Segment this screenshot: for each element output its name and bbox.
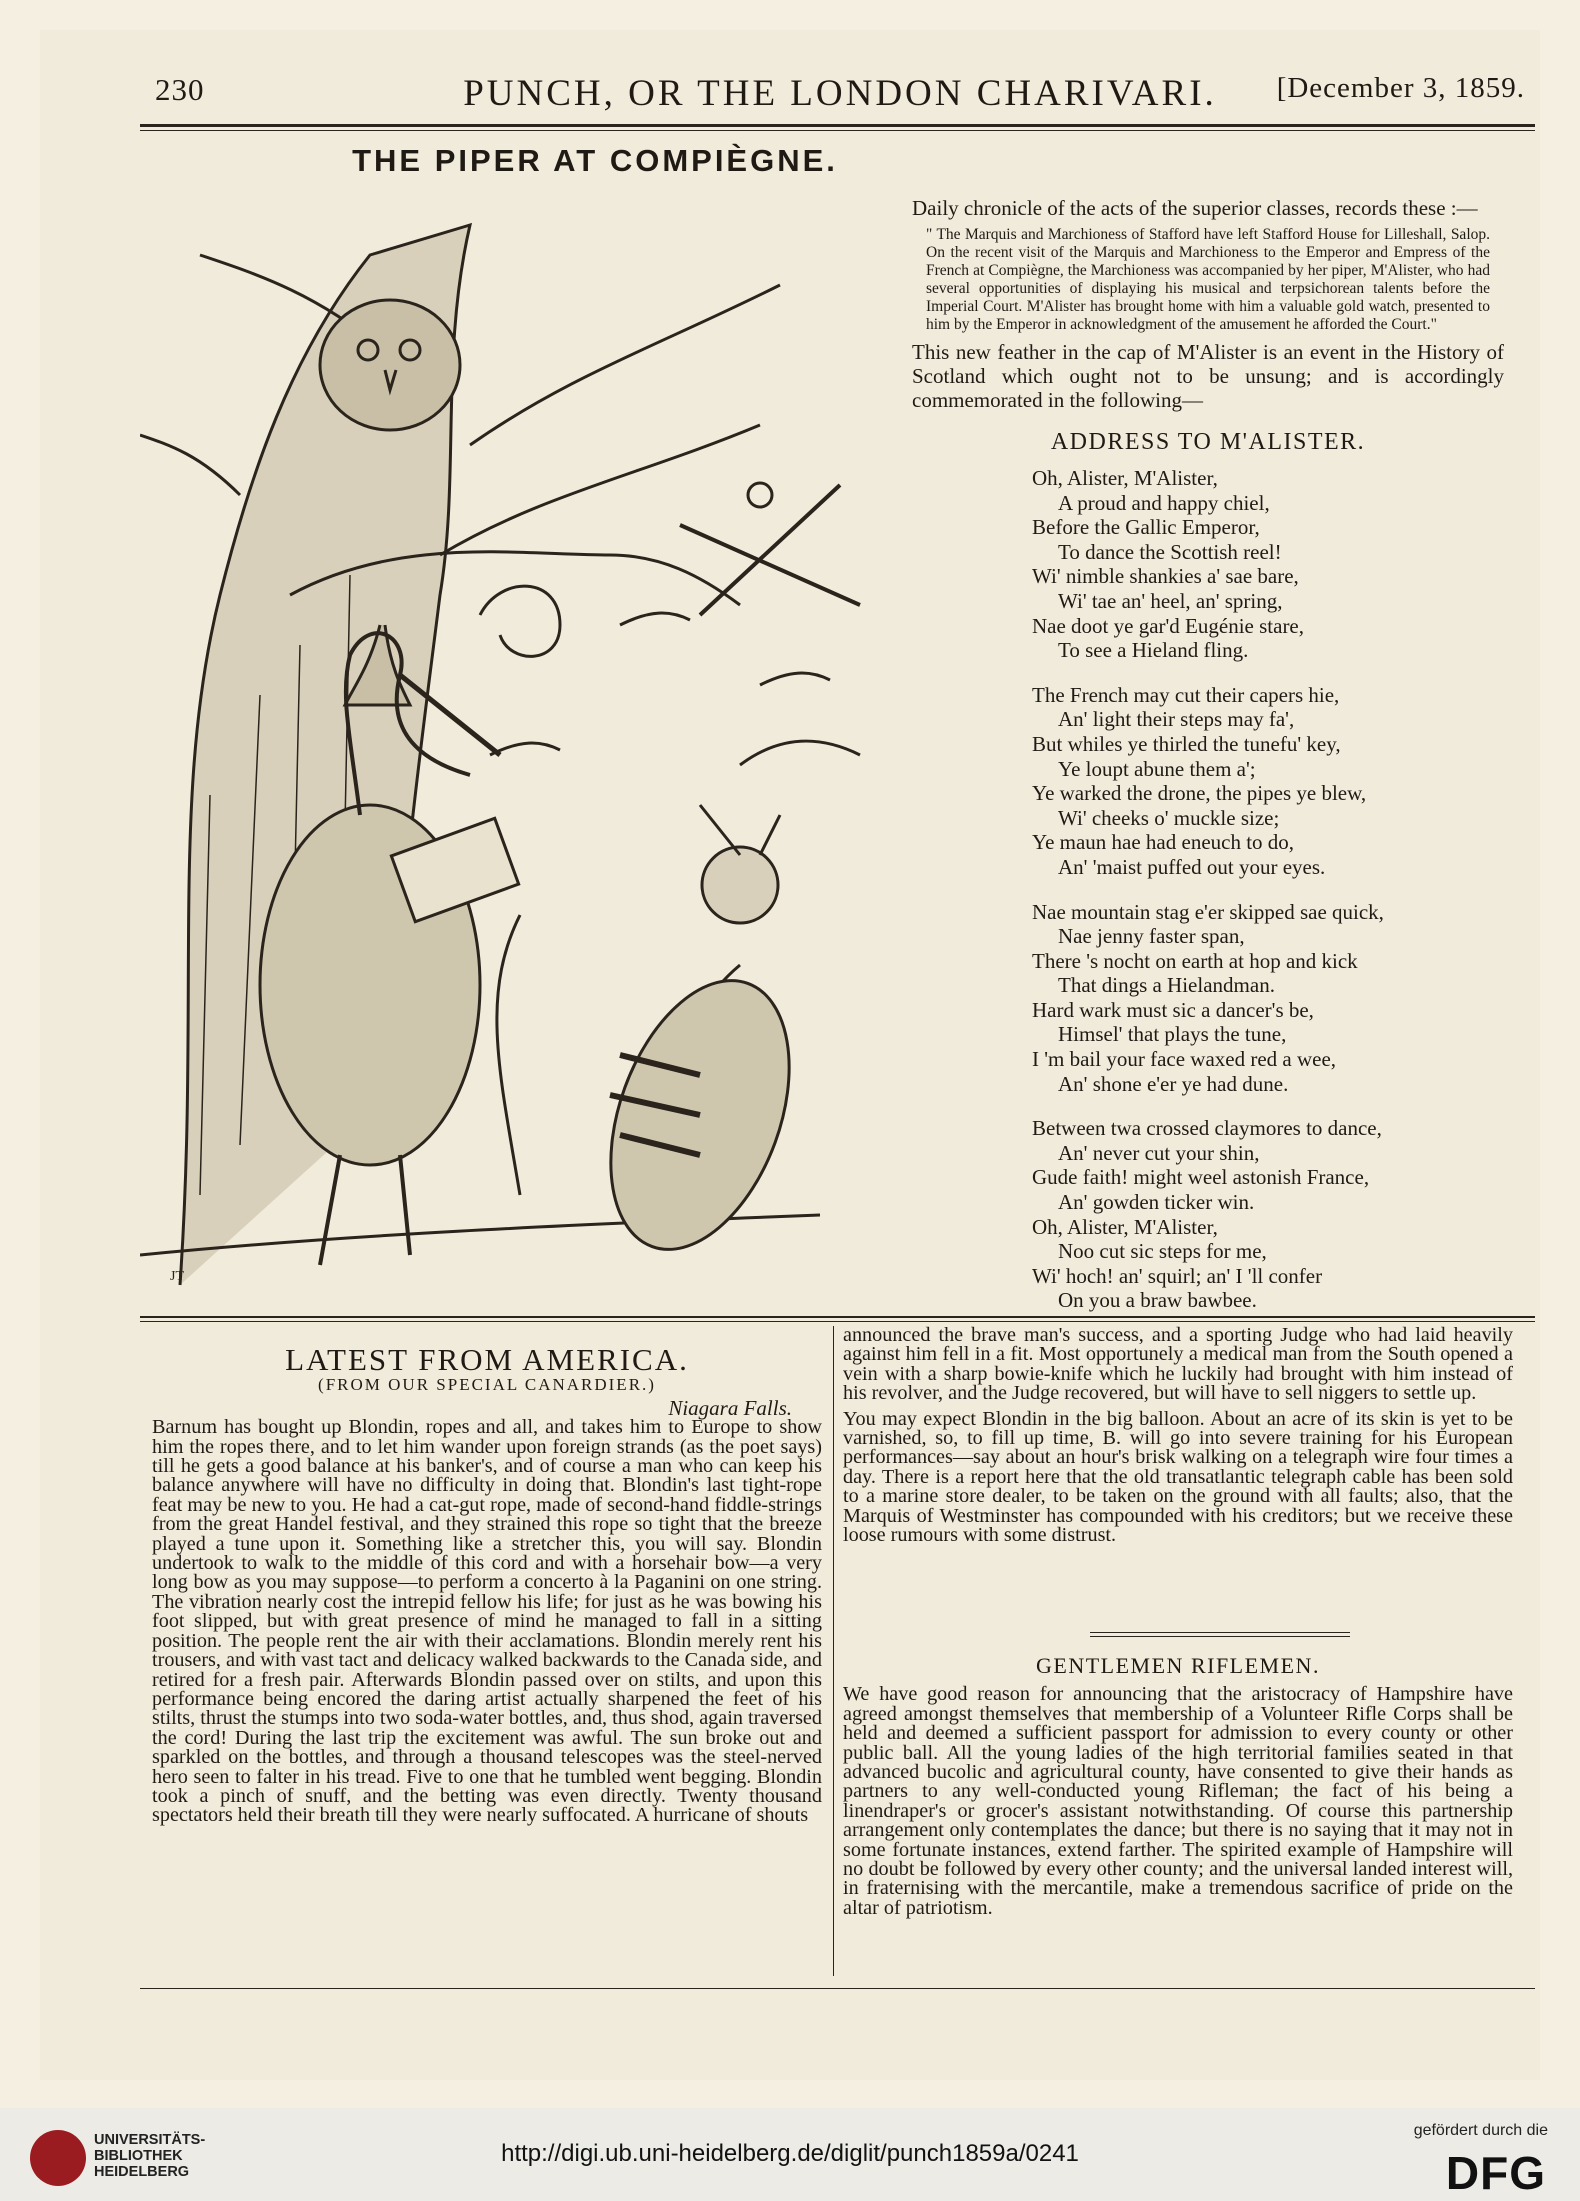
library-name: UNIVERSITÄTS- BIBLIOTHEK HEIDELBERG <box>94 2132 206 2180</box>
riflemen-body: We have good reason for announcing that the aristocracy of Hampshire have agreed amongst themselves that membership of a Volunteer Rifle Corps shall be held and deemed a sufficient passport for admission to every county or other public ball. All the young ladies of the high territorial families seated in that advanced bucolic and agricultural county, have consented to give their hands as partners to any well-conducted young Rifleman; the fact of his being a linendraper's or grocer's assistant notwithstanding. Of course this partnership arrangement only contemplates the dance; but there is no saying that it may not in some fortunate instances, extend farther. The spirited example of Hampshire will no doubt be followed by every other county; and the universal landed interest will, in fraternising with the mercantile, make a tremendous sacrifice of pride on the altar of patriotism. <box>843 1683 1513 1919</box>
poem-title: ADDRESS TO M'ALISTER. <box>1050 429 1366 455</box>
short-rule-2 <box>1090 1636 1350 1637</box>
piper-article <box>912 196 1504 1333</box>
america-continued-p1: announced the brave man's success, and a sporting Judge who had laid heavily against him fell in a fit. Most opportunely a medical man from the South opened a vein with a sharp bowie-knife which he luckily had brought with him instead of his revolver, and the Judge recovered, but will have to sell niggers to settle up. <box>843 1324 1513 1405</box>
riflemen-article <box>843 1652 1513 1924</box>
riflemen-title: GENTLEMEN RIFLEMEN. <box>1036 1653 1320 1678</box>
newspaper-quote: " The Marquis and Marchioness of Stafford have left Stafford House for Lilleshall, Salop. On the recent visit of the Marquis and Marchioness to the Emperor and Empress of the French at Compiègne, the Marchioness was accompanied by her piper, M'Alister, who had several opportunities of displaying his musical and terpsichorean talents before the Imperial Court. M'Alister has brought home with him a valuable gold watch, presented to him by the Emperor in acknowledgment of the amusement he afforded the Court." <box>926 226 1490 333</box>
america-title: LATEST FROM AMERICA. <box>285 1342 689 1377</box>
short-rule <box>1090 1632 1350 1633</box>
digitization-footer <box>0 2108 1580 2201</box>
funding-note: gefördert durch die <box>1413 2122 1548 2139</box>
stanza-2: The French may cut their capers hie, An' light their steps may fa', But whiles ye thirled the tunefu' key, Ye loupt abune them a'; Ye warked the drone, the pipes ye blew, Wi' cheeks o' muckle size; Ye maun hae had eneuch to do, An' 'maist puffed out your eyes. <box>1032 682 1367 879</box>
stanza-3: Nae mountain stag e'er skipped sae quick, Nae jenny faster span, There 's nocht on earth at hop and kick That dings a Hielandman. Hard wark must sic a dancer's be, Himsel' that plays the tune, I 'm bail your face waxed red a wee, An' shone e'er ye had dune. <box>1032 899 1384 1096</box>
page-number: 230 <box>155 72 205 107</box>
page-header <box>155 72 1525 116</box>
footer-rule <box>140 1988 1535 1989</box>
america-continued-p2: You may expect Blondin in the big balloon. About an acre of its skin is yet to be varnished, so, to fill up time, B. will go into severe training for his European performances—say about an hour's brisk walking on a telegraph wire four times a day. There is a report here that the old transatlantic telegraph cable has been sold to a marine store dealer, to be taken on the ground with all faults; also, that the Marquis of Westminster has compounded with his creditors; but we receive these loose rumours with some distrust. <box>843 1407 1513 1547</box>
header-rule <box>140 124 1535 127</box>
america-body: Barnum has bought up Blondin, ropes and all, and takes him to Europe to show him the ropes there, and to let him wander upon foreign strands (as the poet says) till he gets a good balance at his banker's, and of course a man who can keep his balance anywhere will have no difficulty in doing that. Blondin's last tight-rope feat may be new to you. He had a cat-gut rope, made of second-hand fiddle-strings from the great Handel festival, and they strained this rope so tight that the breeze played a tune upon it. Something like a stretcher this, you will say. Blondin undertook to walk to the middle of this cord and with a horsehair bow—a very long bow as you may suppose—to perform a concerto à la Paganini on one string. The vibration nearly cost the intrepid fellow his life; for just as he was bowing his foot slipped, but with great presence of mind he managed to fall in a sitting position. The people rent the air with their acclamations. Blondin merely rent his trousers, and with vast tact and delicacy walked backwards to the Canada side, and retired for a fresh pair. Afterwards Blondin passed over on stilts, and upon this performance being encored the daring artist actually sharpened the feet of his stilts, thrust the stumps into two soda-water bottles, and, thus shod, again traversed the cord! During the last trip the excitement was awful. The sun broke out and sparkled on the bottles, and through a thousand telescopes was the steel-nerved hero seen to falter in his tread. Five to one that he tumbled went begging. Blondin took a pinch of snuff, and the betting was even directly. Twenty thousand spectators held their breath till they were nearly suffocated. A hurricane of shouts <box>152 1416 822 1827</box>
america-continued <box>843 1326 1513 1551</box>
column-divider <box>833 1326 834 1976</box>
issue-date: [December 3, 1859. <box>1276 72 1525 104</box>
stanza-1: Oh, Alister, M'Alister, A proud and happy chiel, Before the Gallic Emperor, To dance the Scottish reel! Wi' nimble shankies a' sae bare, Wi' tae an' heel, an' spring, Nae doot ye gar'd Eugénie stare, To see a Hieland fling. <box>1032 466 1305 663</box>
cartoon-illustration <box>140 195 920 1295</box>
america-subtitle: (FROM OUR SPECIAL CANARDIER.) <box>318 1375 656 1395</box>
dateline: Niagara Falls. <box>668 1395 792 1420</box>
piper-intro: Daily chronicle of the acts of the superior classes, records these :— <box>912 196 1478 220</box>
header-rule-thin <box>140 130 1535 131</box>
stanza-4: Between twa crossed claymores to dance, An' never cut your shin, Gude faith! might weel astonish France, An' gowden ticker win. Oh, Alister, M'Alister, Noo cut sic steps for me, Wi' hoch! an' squirl; an' I 'll confer On you a braw bawbee. <box>1032 1116 1382 1313</box>
america-article <box>152 1326 822 1832</box>
section-rule <box>140 1316 1535 1318</box>
permalink[interactable]: http://digi.ub.uni-heidelberg.de/diglit/punch1859a/0241 <box>501 2140 1079 2167</box>
piper-bridge: This new feather in the cap of M'Alister is an event in the History of Scotland which ought not to be unsung; and is accordingly commemorated in the following— <box>912 340 1504 412</box>
artist-mark: JT <box>170 1269 184 1284</box>
masthead-title: PUNCH, OR THE LONDON CHARIVARI. <box>463 73 1217 114</box>
cartoon-title: THE PIPER AT COMPIÈGNE. <box>352 143 838 178</box>
funder-logo: DFG <box>1445 2147 1546 2199</box>
section-rule-thin <box>140 1321 1535 1322</box>
